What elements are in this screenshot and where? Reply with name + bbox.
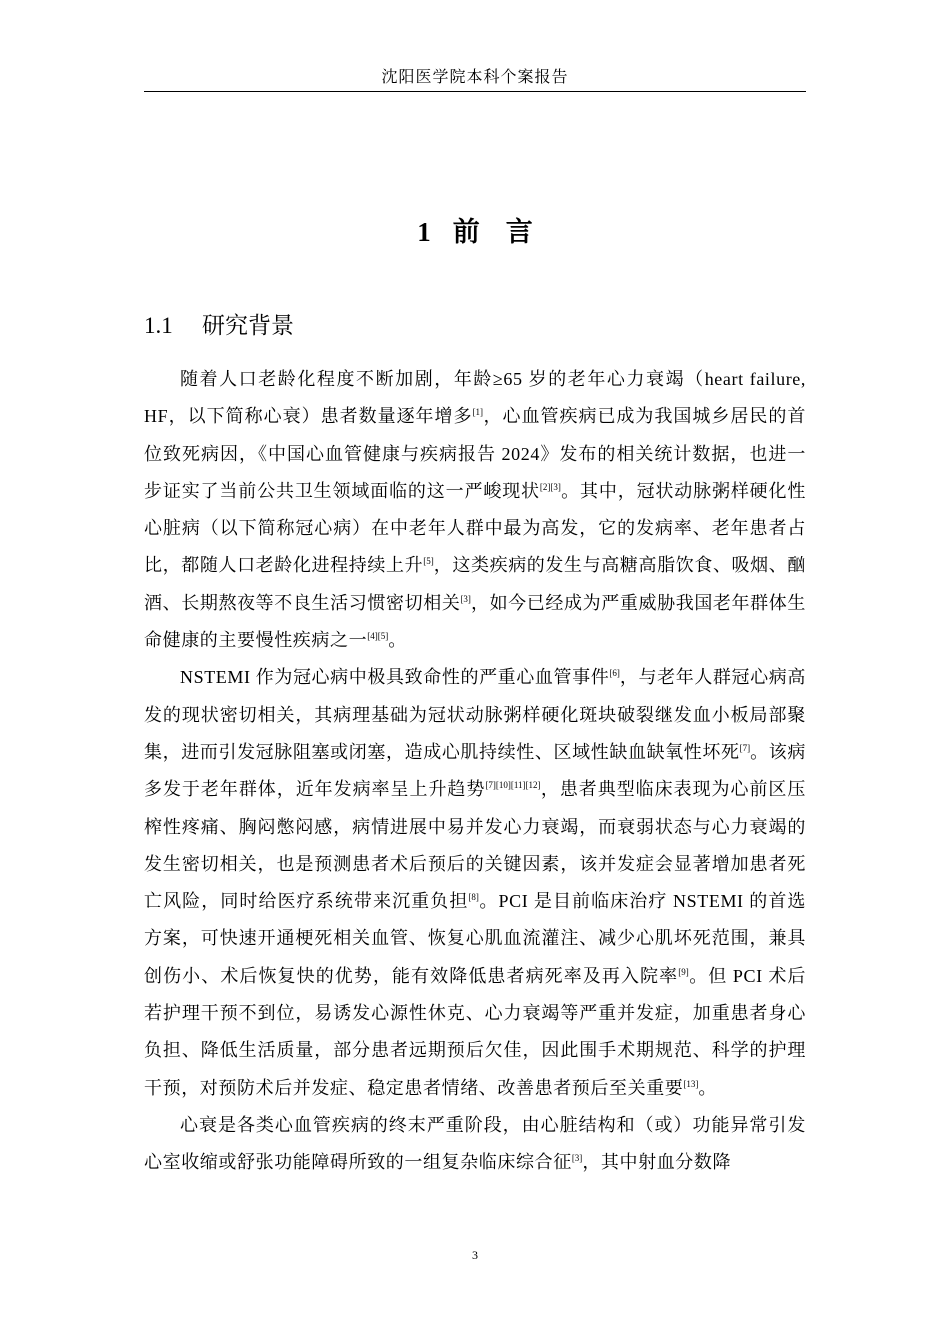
paragraph-1 — [144, 361, 806, 659]
citation-superscript: [7] — [739, 742, 751, 753]
text-run: ，其中射血分数降 — [582, 1152, 732, 1173]
chapter-title-part2: 言 — [505, 217, 533, 247]
running-header: 沈阳医学院本科个案报告 — [381, 69, 569, 86]
citation-superscript: [7][10][11][12] — [485, 780, 541, 791]
citation-superscript: [8] — [468, 892, 479, 903]
citation-superscript: [13] — [683, 1078, 699, 1089]
text-run: ，这类疾病的发生与高糖高脂饮食、吸烟、酗酒、长期熬夜等不良生活习惯密切相关 — [144, 555, 807, 613]
text-run: ，患者典型临床表现为心前区压榨性疼痛、胸闷憋闷感，病情进展中易并发心力衰竭，而衰弱状态与心力衰竭的发生密切相关，也是预测患者术后预后的关键因素，该并发症会显著增加患者死亡风险，同时给医疗系统带来沉重负担 — [144, 779, 806, 912]
header-rule — [144, 91, 806, 92]
citation-superscript: [5] — [423, 556, 434, 567]
citation-superscript: [2][3] — [539, 481, 561, 492]
section-title: 研究背景 — [202, 313, 294, 338]
text-run: ，如今已经成为严重威胁我国老年群体生命健康的主要慢性疾病之一 — [144, 592, 806, 651]
text-run: 。PCI 是目前临床治疗 NSTEMI 的首选方案，可快速开通梗死相关血管、恢复心肌血流灌注、减少心肌坏死范围，兼具创伤小、术后恢复快的优势，能有效降低患者病死率及再入院率 — [144, 891, 806, 986]
section-number: 1.1 — [144, 313, 173, 338]
chapter-title — [144, 210, 806, 254]
citation-superscript: [3] — [460, 593, 471, 604]
paragraph-2 — [144, 659, 806, 1107]
citation-superscript: [3] — [571, 1153, 583, 1164]
text-run: ，与老年人群冠心病高发的现状密切相关，其病理基础为冠状动脉粥样硬化斑块破裂继发血小板局部聚集，进而引发冠脉阻塞或闭塞，造成心肌持续性、区域性缺血缺氧性坏死 — [144, 667, 806, 762]
text-run: 随着人口老龄化程度不断加剧，年龄≥65 岁的老年心力衰竭（heart failure, HF，以下简称心衰）患者数量逐年增多 — [144, 369, 806, 427]
text-run: 。其中，冠状动脉粥样硬化性心脏病（以下简称冠心病）在中老年人群中最为高发，它的发病率、老年患者占比，都随人口老龄化进程持续上升 — [144, 480, 806, 576]
text-run: 。 — [388, 630, 407, 651]
chapter-number: 1 — [417, 217, 431, 247]
body-text — [144, 361, 806, 1182]
text-run: 。但 PCI 术后若护理干预不到位，易诱发心源性休克、心力衰竭等严重并发症，加重患者身心负担、降低生活质量，部分患者远期预后欠佳，因此围手术期规范、科学的护理干预，对预防术后并发症、稳定患者情绪、改善患者预后至关重要 — [144, 965, 807, 1098]
text-run: ，心血管疾病已成为我国城乡居民的首位致死病因，《中国心血管健康与疾病报告 2024》发布的相关统计数据，也进一步证实了当前公共卫生领域面临的这一严峻现状 — [144, 406, 807, 501]
text-run: NSTEMI 作为冠心病中极具致命性的严重心血管事件 — [180, 667, 610, 688]
citation-superscript: [1] — [472, 407, 484, 418]
citation-superscript: [6] — [609, 668, 620, 679]
chapter-title-part1: 前 — [452, 217, 480, 247]
section-heading — [144, 306, 294, 346]
text-run: 。该病多发于老年群体，近年发病率呈上升趋势 — [144, 741, 806, 800]
page-number: 3 — [472, 1248, 478, 1262]
citation-superscript: [4][5] — [367, 631, 389, 642]
text-run: 。 — [698, 1077, 718, 1098]
paragraph-3 — [144, 1107, 806, 1182]
citation-superscript: [9] — [678, 966, 689, 977]
text-run: 心衰是各类心血管疾病的终末严重阶段，由心脏结构和（或）功能异常引发心室收缩或舒张功能障碍所致的一组复杂临床综合征 — [144, 1114, 806, 1173]
